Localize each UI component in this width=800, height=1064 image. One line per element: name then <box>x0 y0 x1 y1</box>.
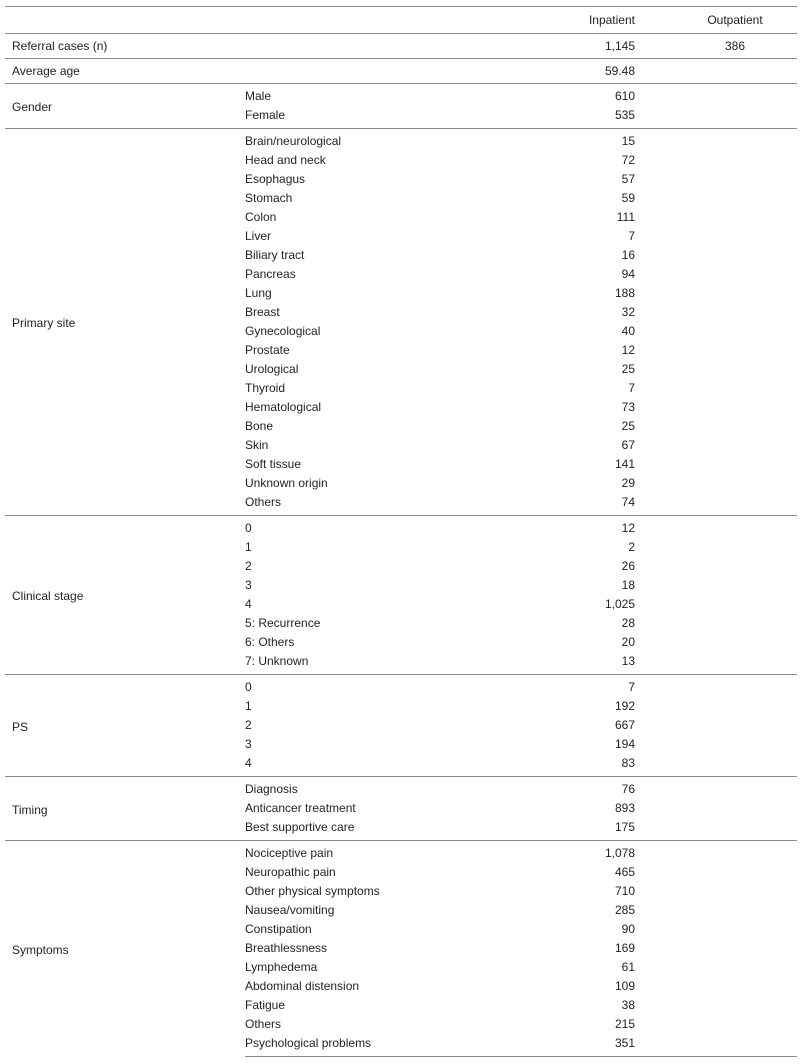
outpatient-value <box>635 341 797 360</box>
header-inpatient: Inpatient <box>515 7 635 34</box>
outpatient-value <box>635 106 797 129</box>
outpatient-value <box>635 417 797 436</box>
inpatient-value: 72 <box>621 153 635 167</box>
outpatient-value <box>635 697 797 716</box>
inpatient-value: 7 <box>515 675 635 698</box>
row-label: Lymphedema <box>245 960 318 974</box>
outpatient-value <box>635 920 797 939</box>
row-label: 0 <box>245 675 515 698</box>
row-label: Neuropathic pain <box>245 865 336 879</box>
inpatient-value: 29 <box>621 476 635 490</box>
inpatient-value: 141 <box>614 457 635 471</box>
inpatient-value: 351 <box>515 1034 635 1057</box>
outpatient-value <box>635 170 797 189</box>
row-label: Anticancer treatment <box>245 801 356 815</box>
inpatient-value: 192 <box>614 699 635 713</box>
outpatient-value <box>635 398 797 417</box>
row-label: Esophagus <box>245 172 306 186</box>
row-label: Colon <box>245 210 277 224</box>
inpatient-value: 2 <box>628 540 635 554</box>
header-empty-cell <box>245 7 515 34</box>
outpatient-value <box>635 614 797 633</box>
outpatient-value <box>635 882 797 901</box>
inpatient-value: 61 <box>621 960 635 974</box>
inpatient-value: 38 <box>621 998 635 1012</box>
row-label: Female <box>245 108 286 122</box>
inpatient-value: 667 <box>614 718 635 732</box>
row-label: 2 <box>245 718 252 732</box>
inpatient-value: 16 <box>621 248 635 262</box>
row-label: Brain/neurological <box>245 129 515 152</box>
outpatient-value <box>635 958 797 977</box>
inpatient-value: 175 <box>614 820 635 834</box>
outpatient-value <box>635 455 797 474</box>
inpatient-value: 40 <box>621 324 635 338</box>
row-label: 3 <box>245 578 252 592</box>
row-label: 1 <box>245 699 252 713</box>
inpatient-value: 32 <box>621 305 635 319</box>
outpatient-value <box>635 379 797 398</box>
referral-label: Referral cases (n) <box>5 34 245 59</box>
row-label: Gynecological <box>245 324 321 338</box>
outpatient-value <box>635 227 797 246</box>
inpatient-value: 28 <box>621 616 635 630</box>
outpatient-value <box>635 246 797 265</box>
outpatient-value <box>635 208 797 227</box>
row-label: Constipation <box>245 922 312 936</box>
table-body <box>5 7 797 1057</box>
table-row <box>5 516 797 539</box>
outpatient-value <box>635 265 797 284</box>
inpatient-value: 188 <box>614 286 635 300</box>
outpatient-value <box>635 716 797 735</box>
inpatient-value: 73 <box>621 400 635 414</box>
outpatient-value <box>635 493 797 516</box>
patient-characteristics-table <box>5 6 797 1057</box>
row-label: Bone <box>245 419 274 433</box>
inpatient-value: 12 <box>621 343 635 357</box>
referral-outpatient-value: 386 <box>635 34 797 59</box>
outpatient-value <box>635 841 797 864</box>
outpatient-value <box>635 129 797 152</box>
table-row <box>5 777 797 800</box>
empty-cell <box>635 59 797 84</box>
row-label: 6: Others <box>245 635 295 649</box>
row-label: 4 <box>245 756 252 770</box>
row-label: Biliary tract <box>245 248 305 262</box>
outpatient-value <box>635 595 797 614</box>
table-row <box>5 675 797 698</box>
row-label: 5: Recurrence <box>245 616 321 630</box>
row-label: Skin <box>245 438 269 452</box>
group-label: Primary site <box>5 129 245 516</box>
outpatient-value <box>635 939 797 958</box>
inpatient-value: 7 <box>628 381 635 395</box>
outpatient-value <box>635 474 797 493</box>
row-label: Soft tissue <box>245 457 302 471</box>
outpatient-value <box>635 901 797 920</box>
row-label: 0 <box>245 516 515 539</box>
inpatient-value: 893 <box>614 801 635 815</box>
outpatient-value <box>635 863 797 882</box>
inpatient-value: 215 <box>614 1017 635 1031</box>
table-row <box>5 841 797 864</box>
outpatient-value <box>635 360 797 379</box>
inpatient-value: 1,078 <box>515 841 635 864</box>
row-label: Breathlessness <box>245 941 328 955</box>
inpatient-value: 194 <box>614 737 635 751</box>
outpatient-value <box>635 557 797 576</box>
inpatient-value: 25 <box>621 362 635 376</box>
inpatient-value: 610 <box>515 84 635 107</box>
outpatient-value <box>635 735 797 754</box>
inpatient-value: 26 <box>621 559 635 573</box>
inpatient-value: 18 <box>621 578 635 592</box>
group-label: Symptoms <box>5 841 245 1057</box>
row-label: 7: Unknown <box>245 654 309 668</box>
row-label: 4 <box>245 597 252 611</box>
inpatient-value: 94 <box>621 267 635 281</box>
row-label: Abdominal distension <box>245 979 360 993</box>
row-label: Lung <box>245 286 272 300</box>
outpatient-value <box>635 754 797 777</box>
inpatient-value: 67 <box>621 438 635 452</box>
inpatient-value: 111 <box>616 210 635 224</box>
outpatient-value <box>635 633 797 652</box>
empty-cell <box>245 34 515 59</box>
table-row <box>5 129 797 152</box>
inpatient-value: 90 <box>621 922 635 936</box>
inpatient-value: 710 <box>614 884 635 898</box>
outpatient-value <box>635 303 797 322</box>
inpatient-value: 7 <box>628 229 635 243</box>
row-label: 1 <box>245 540 252 554</box>
outpatient-value <box>635 1034 797 1057</box>
table-row <box>5 84 797 107</box>
group-label: Clinical stage <box>5 516 245 675</box>
inpatient-value: 285 <box>614 903 635 917</box>
row-label: 2 <box>245 559 252 573</box>
group-label: PS <box>5 675 245 777</box>
outpatient-value <box>635 996 797 1015</box>
outpatient-value <box>635 284 797 303</box>
inpatient-value: 57 <box>621 172 635 186</box>
referral-row <box>5 34 797 59</box>
row-label: Hematological <box>245 400 322 414</box>
inpatient-value: 25 <box>621 419 635 433</box>
inpatient-value: 15 <box>515 129 635 152</box>
group-label: Gender <box>5 84 245 129</box>
row-label: Pancreas <box>245 267 296 281</box>
inpatient-value: 535 <box>614 108 635 122</box>
inpatient-value: 109 <box>614 979 635 993</box>
inpatient-value: 13 <box>621 654 635 668</box>
outpatient-value <box>635 799 797 818</box>
outpatient-value <box>635 436 797 455</box>
row-label: Breast <box>245 305 280 319</box>
inpatient-value: 76 <box>515 777 635 800</box>
average-age-row <box>5 59 797 84</box>
empty-cell <box>245 59 515 84</box>
outpatient-value <box>635 977 797 996</box>
outpatient-value <box>635 818 797 841</box>
row-label: Best supportive care <box>245 820 355 834</box>
outpatient-value <box>635 1015 797 1034</box>
inpatient-value: 169 <box>614 941 635 955</box>
header-empty-cell <box>5 7 245 34</box>
outpatient-value <box>635 675 797 698</box>
outpatient-value <box>635 84 797 107</box>
row-label: 3 <box>245 737 252 751</box>
inpatient-value: 20 <box>621 635 635 649</box>
row-label: Nociceptive pain <box>245 841 515 864</box>
average-age-inpatient-value: 59.48 <box>515 59 635 84</box>
row-label: Unknown origin <box>245 476 328 490</box>
group-label: Timing <box>5 777 245 841</box>
average-age-label: Average age <box>5 59 245 84</box>
outpatient-value <box>635 151 797 170</box>
header-outpatient: Outpatient <box>635 7 797 34</box>
header-row <box>5 7 797 34</box>
row-label: Other physical symptoms <box>245 884 380 898</box>
row-label: Stomach <box>245 191 293 205</box>
row-label: Others <box>245 1017 282 1031</box>
inpatient-value: 465 <box>614 865 635 879</box>
inpatient-value: 59 <box>621 191 635 205</box>
row-label: Others <box>245 495 282 509</box>
outpatient-value <box>635 322 797 341</box>
outpatient-value <box>635 516 797 539</box>
referral-inpatient-value: 1,145 <box>515 34 635 59</box>
inpatient-value: 83 <box>621 756 635 770</box>
inpatient-value: 12 <box>515 516 635 539</box>
row-label: Prostate <box>245 343 290 357</box>
outpatient-value <box>635 652 797 675</box>
row-label: Head and neck <box>245 153 326 167</box>
inpatient-value: 74 <box>621 495 635 509</box>
row-label: Diagnosis <box>245 777 515 800</box>
row-label: Fatigue <box>245 998 286 1012</box>
outpatient-value <box>635 777 797 800</box>
row-label: Male <box>245 84 515 107</box>
row-label: Thyroid <box>245 381 286 395</box>
outpatient-value <box>635 189 797 208</box>
outpatient-value <box>635 576 797 595</box>
row-label: Liver <box>245 229 272 243</box>
outpatient-value <box>635 538 797 557</box>
row-label: Psychological problems <box>245 1034 515 1057</box>
row-label: Nausea/vomiting <box>245 903 335 917</box>
row-label: Urological <box>245 362 299 376</box>
inpatient-value: 1,025 <box>604 597 635 611</box>
